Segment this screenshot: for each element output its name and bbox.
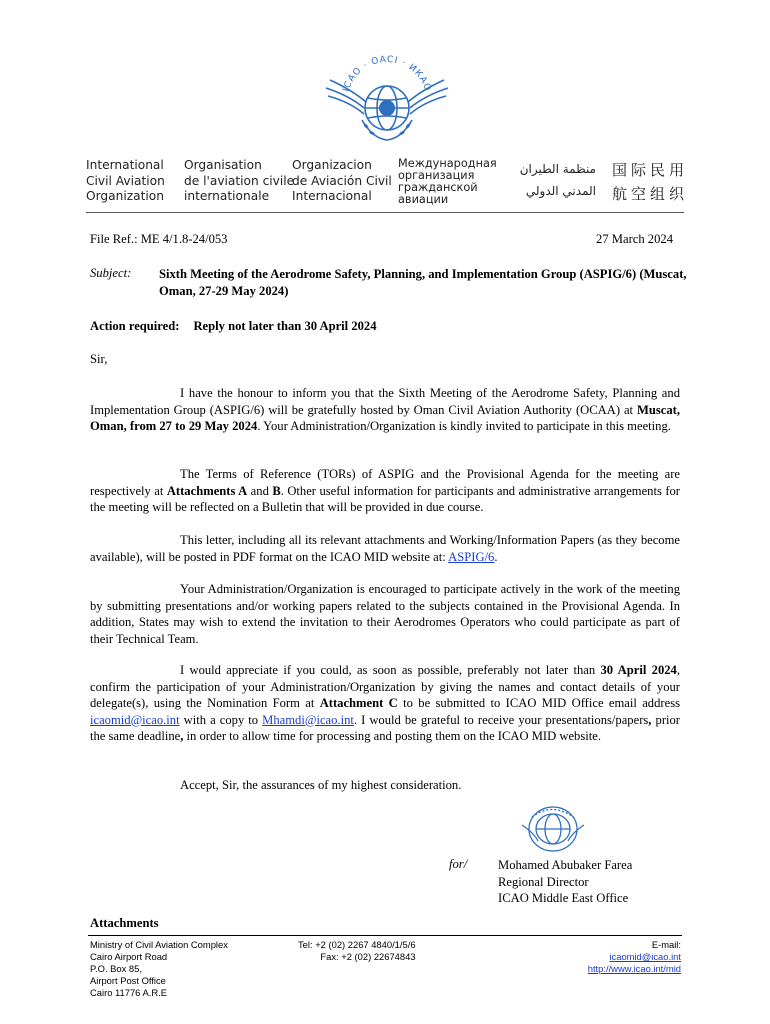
org-name-line: المدني الدولي [525, 184, 596, 198]
text-run-bold: , [648, 712, 652, 727]
org-name-line: 国际民用 [612, 161, 689, 179]
paragraph-2 [90, 466, 680, 516]
svg-text:ICAO · OACI · ИКАО [341, 55, 432, 93]
footer-phone [298, 939, 416, 963]
address-line: Cairo 11776 A.R.E [90, 987, 167, 998]
org-name-line: организация [398, 169, 475, 182]
subject-label: Subject: [90, 266, 132, 280]
text-run: , confirm the participation of your Administration/Organization by giving the names and contact details of your delegate(s), using the Nomination Form at [90, 663, 680, 710]
paragraph-5 [90, 662, 680, 745]
logo-arc-text: ICAO · OACI · ИКАО [341, 54, 433, 94]
text-run: The Terms of Reference (TORs) of ASPIG and the Provisional Agenda for the meeting are respectively at [90, 467, 680, 498]
org-name-line: Organisation [184, 158, 262, 172]
text-run: to be submitted to ICAO MID Office email address [397, 696, 680, 710]
text-run: with a copy to [179, 712, 263, 727]
footer-address [90, 939, 228, 999]
salutation: Sir, [90, 352, 108, 366]
org-name-line: Civil Aviation [86, 173, 165, 188]
org-name-line: авиации [398, 193, 449, 206]
address-line: Cairo Airport Road [90, 951, 168, 962]
signature-block [498, 857, 632, 907]
email-line [588, 939, 681, 963]
aspig6-link[interactable]: ASPIG/6 [448, 549, 495, 564]
text-run-bold: B [272, 483, 281, 498]
org-name-english [86, 158, 165, 205]
icaomid-email-link[interactable]: icaomid@icao.int [90, 712, 180, 727]
email-label: E-mail: [651, 939, 681, 950]
text-run: . Your Administration/Organization is kindly invited to participate in this meeting. [257, 419, 671, 433]
fax: Fax: +2 (02) 22674843 [320, 951, 416, 962]
org-name-line: International [86, 158, 164, 172]
address-line: Airport Post Office [90, 975, 166, 986]
file-reference: File Ref.: ME 4/1.8-24/053 [90, 232, 228, 246]
text-run-bold: 30 April 2024 [600, 663, 677, 677]
telephone: Tel: +2 (02) 2267 4840/1/5/6 [298, 939, 416, 950]
action-label: Action required: [90, 319, 180, 333]
footer-contact [588, 939, 681, 975]
org-name-line: Organization [86, 189, 164, 203]
icao-logo [322, 40, 452, 150]
for-label: for/ [449, 857, 468, 871]
org-name-spanish [292, 158, 392, 205]
org-name-line: 航空组织 [612, 185, 689, 203]
text-run: . Other useful information for participants and administrative arrangements for the meeting will be reflected on a Bulletin that will be provided in due course. [90, 483, 681, 514]
website-line [588, 963, 681, 975]
footer-email-link[interactable]: icaomid@icao.int [609, 951, 681, 962]
text-run: and [247, 483, 273, 498]
subject-text: Sixth Meeting of the Aerodrome Safety, Planning, and Implementation Group (ASPIG/6) (Muscat, Oman, 27-29 May 2024) [159, 267, 687, 298]
text-run: This letter, including all its relevant attachments and Working/Information Papers (as they become available), will be posted in PDF format on the ICAO MID website at: [90, 533, 680, 564]
signer-name: Mohamed Abubaker Farea [498, 858, 633, 872]
paragraph-4 [90, 581, 680, 647]
org-name-line: Internacional [292, 189, 372, 203]
footer-divider [88, 935, 682, 936]
organization-names [86, 157, 689, 208]
text-run: I have the honour to inform you that the Sixth Meeting of the Aerodrome Safety, Planning and Implementation Group (ASPIG/6) will be gratefully hosted by Oman Civil Aviation Authority (OCAA) at [90, 386, 680, 417]
text-run-bold: Attachment C [319, 696, 398, 710]
org-name-line: de l'aviation civile [184, 173, 295, 188]
text-run-bold: Attachments A [166, 483, 248, 498]
icao-stamp [518, 797, 588, 857]
org-name-line: de Aviación Civil [292, 173, 392, 188]
letter-date: 27 March 2024 [596, 232, 673, 246]
footer-website-link[interactable]: http://www.icao.int/mid [587, 963, 681, 974]
text-run: Accept, Sir, the assurances of my highest consideration. [180, 778, 462, 792]
org-name-line: منظمة الطيران [519, 162, 596, 176]
org-name-french [184, 158, 294, 205]
org-name-line: гражданской [398, 181, 478, 194]
signer-title: Regional Director [498, 874, 589, 889]
action-text: Reply not later than 30 April 2024 [193, 319, 377, 333]
text-run: in order to allow time for processing and posting them on the ICAO MID website. [183, 729, 601, 743]
text-run-bold: Muscat, Oman, from 27 to 29 May 2024 [90, 402, 680, 433]
paragraph-1 [90, 385, 680, 435]
attachments-heading: Attachments [90, 916, 159, 930]
header-divider [86, 212, 684, 213]
text-run-bold: , [180, 729, 184, 743]
org-name-line: Organizacion [292, 158, 372, 172]
mhamdi-email-link[interactable]: Mhamdi@icao.int [262, 712, 354, 727]
org-name-arabic [514, 158, 596, 202]
text-run: . I would be grateful to receive your presentations/papers [353, 712, 649, 727]
org-name-line: internationale [184, 189, 270, 203]
org-name-russian [398, 158, 497, 206]
text-run: Your Administration/Organization is encouraged to participate actively in the work of the meeting by submitting presentations and/or working papers related to the subjects contained in the Provisional Agenda. In addition, States may wish to extend the invitation to their Aerodromes Operators who could participate as part of their Technical Team. [90, 582, 680, 646]
text-run: I would appreciate if you could, as soon as possible, preferably not later than [180, 663, 601, 677]
closing-line [90, 777, 680, 794]
action-required [90, 319, 377, 334]
paragraph-3 [90, 532, 680, 565]
address-line: Ministry of Civil Aviation Complex [90, 939, 228, 950]
text-run: prior the same deadline [90, 712, 680, 743]
signer-office: ICAO Middle East Office [498, 891, 629, 905]
org-name-line: Международная [398, 157, 497, 170]
org-name-chinese [612, 158, 688, 206]
address-line: P.O. Box 85, [90, 963, 142, 974]
text-run: . [494, 549, 498, 564]
